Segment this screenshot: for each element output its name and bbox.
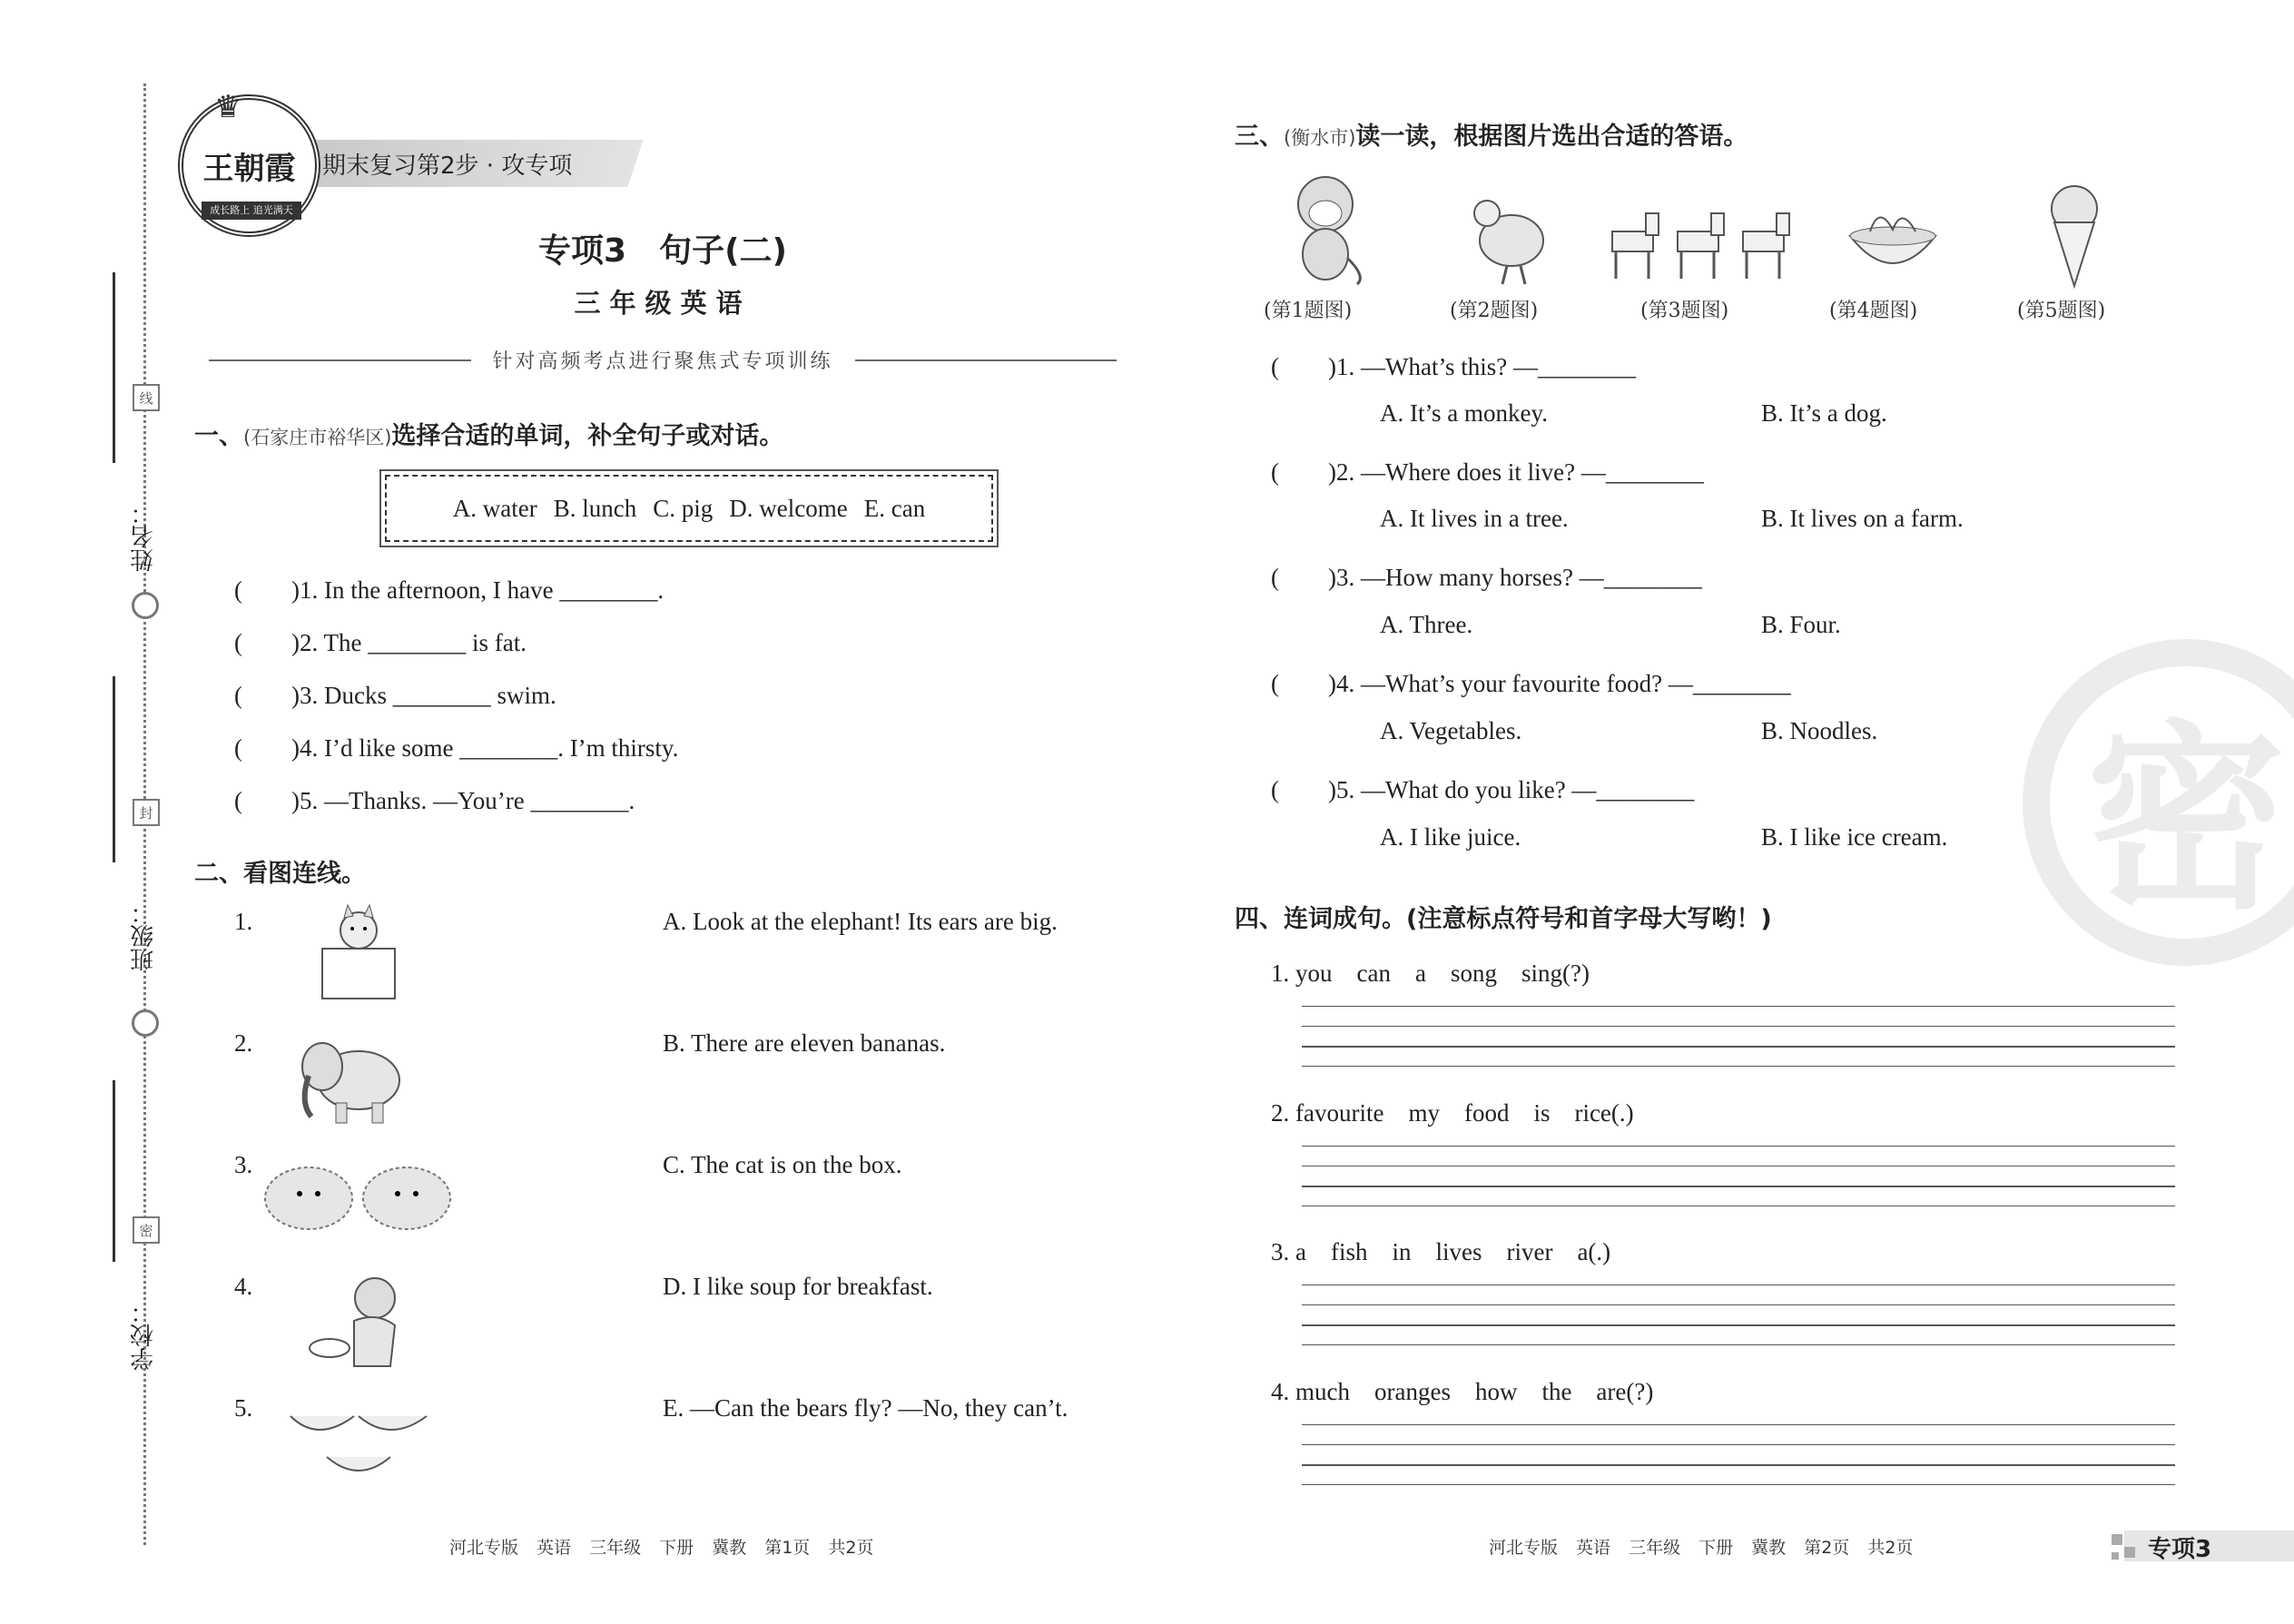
page-subtitle: 三年级英语	[574, 288, 752, 319]
answer-line[interactable]	[1302, 1344, 2175, 1345]
answer-line[interactable]	[1302, 1046, 2175, 1048]
footer-left: 河北专版 英语 三年级 下册 冀教 第1页 共2页	[449, 1538, 874, 1558]
school-label: 学校：	[130, 1300, 158, 1371]
word-option: C. pig	[653, 494, 714, 522]
s4-item: 4. much oranges how the are(?)	[1271, 1378, 1654, 1405]
school-field[interactable]	[113, 1080, 115, 1262]
noodles-picture	[1843, 195, 1943, 286]
s2-sentence: E. —Can the bears fly? —No, they can’t.	[663, 1394, 1068, 1422]
s2-number: 2.	[234, 1029, 253, 1057]
seal-char-secret: 密	[133, 1216, 160, 1244]
s3-option-a: A. It lives in a tree.	[1380, 505, 1569, 532]
s2-sentence: D. I like soup for breakfast.	[663, 1273, 933, 1300]
section1-number: 一、	[194, 422, 243, 450]
s2-number: 3.	[234, 1151, 253, 1178]
s1-question[interactable]: ( )1. In the afternoon, I have ________.	[234, 576, 665, 604]
answer-line[interactable]	[1302, 1304, 2175, 1305]
s3-option-a: A. Three.	[1380, 611, 1473, 638]
s2-number: 5.	[234, 1394, 253, 1422]
section3-number: 三、	[1235, 123, 1284, 151]
section1-instruction: 选择合适的单词，补全句子或对话。	[391, 422, 784, 450]
word-bank	[385, 475, 993, 542]
binding-hole-icon	[132, 1009, 159, 1037]
bananas-picture	[281, 1393, 436, 1489]
s3-question[interactable]: ( )4. —What’s your favourite food? —________	[1271, 670, 1791, 697]
picture-caption: (第2题图)	[1450, 300, 1539, 322]
logo-text: 王朝霞	[202, 151, 296, 187]
s3-option-b: B. I like ice cream.	[1761, 823, 1948, 851]
banner-text: 期末复习第2步 · 攻专项	[322, 153, 573, 180]
binding-hole-icon	[132, 592, 159, 619]
answer-line[interactable]	[1302, 1146, 2175, 1147]
s2-number: 4.	[234, 1273, 253, 1300]
s3-option-a: A. Vegetables.	[1380, 717, 1522, 744]
section4-heading: 四、连词成句。(注意标点符号和首字母大写哟！)	[1235, 905, 1772, 933]
s3-question[interactable]: ( )2. —Where does it live? —________	[1271, 458, 1704, 486]
girl-with-soup-picture	[304, 1271, 413, 1371]
s2-number: 1.	[234, 908, 253, 935]
tab-decoration	[2112, 1552, 2119, 1560]
s1-question[interactable]: ( )2. The ________ is fat.	[234, 629, 527, 656]
section3-region: (衡水市)	[1284, 127, 1356, 149]
s3-option-b: B. Noodles.	[1761, 717, 1878, 744]
hen-picture	[1462, 186, 1552, 286]
s3-option-b: B. It’s a dog.	[1761, 399, 1887, 427]
answer-line[interactable]	[1302, 1484, 2175, 1485]
monkey-picture	[1275, 168, 1375, 286]
picture-caption: (第1题图)	[1264, 300, 1353, 322]
s1-question[interactable]: ( )5. —Thanks. —You’re ________.	[234, 787, 635, 814]
picture-caption: (第3题图)	[1640, 300, 1729, 322]
answer-line[interactable]	[1302, 1324, 2175, 1326]
section3-heading	[1235, 116, 1748, 152]
two-bears-picture	[263, 1153, 454, 1235]
section1-region: (石家庄市裕华区)	[243, 427, 392, 448]
s2-sentence: A. Look at the elephant! Its ears are big.	[663, 908, 1058, 935]
watermark-seal: 密	[2023, 639, 2294, 966]
answer-line[interactable]	[1302, 1444, 2175, 1445]
word-option: A. water	[452, 494, 537, 522]
answer-line[interactable]	[1302, 1026, 2175, 1027]
s4-item: 2. favourite my food is rice(.)	[1271, 1099, 1634, 1127]
tab-decoration	[2112, 1534, 2122, 1545]
page-title: 专项3 句子(二)	[538, 232, 787, 270]
tab-decoration	[2124, 1547, 2135, 1558]
class-field[interactable]	[113, 676, 115, 862]
footer-right: 河北专版 英语 三年级 下册 冀教 第2页 共2页	[1489, 1538, 1914, 1558]
seal-char-seal: 封	[133, 799, 160, 826]
crown-icon: ♛	[214, 89, 242, 125]
s4-item: 3. a fish in lives river a(.)	[1271, 1238, 1611, 1265]
name-label: 姓名：	[130, 501, 158, 572]
answer-line[interactable]	[1302, 1066, 2175, 1067]
ice-cream-picture	[2038, 177, 2111, 290]
name-field[interactable]	[113, 272, 115, 463]
picture-caption: (第4题图)	[1829, 300, 1918, 322]
picture-caption: (第5题图)	[2017, 300, 2106, 322]
answer-line[interactable]	[1302, 1464, 2175, 1466]
section-tab: 专项3	[2148, 1536, 2212, 1563]
answer-line[interactable]	[1302, 1424, 2175, 1425]
s4-item: 1. you can a song sing(?)	[1271, 960, 1590, 987]
s2-sentence: C. The cat is on the box.	[663, 1151, 902, 1178]
s3-question[interactable]: ( )3. —How many horses? —________	[1271, 564, 1702, 591]
answer-line[interactable]	[1302, 1006, 2175, 1007]
word-option: B. lunch	[553, 494, 637, 522]
s3-option-b: B. It lives on a farm.	[1761, 505, 1964, 532]
section3-instruction: 读一读，根据图片选出合适的答语。	[1355, 123, 1748, 151]
elephant-picture	[295, 1030, 413, 1130]
horses-picture	[1605, 204, 1809, 286]
word-option: D. welcome	[729, 494, 848, 522]
s1-question[interactable]: ( )3. Ducks ________ swim.	[234, 682, 556, 709]
cat-on-box-picture	[313, 903, 404, 1003]
word-option: E. can	[863, 494, 926, 522]
s3-option-a: A. It’s a monkey.	[1380, 399, 1548, 427]
tagline-text: 针对高频考点进行聚焦式专项训练	[492, 350, 833, 373]
class-label: 班级：	[130, 901, 158, 971]
logo-ribbon: 成长路上 追光满天	[202, 202, 301, 220]
section2-heading: 二、看图连线。	[194, 860, 366, 888]
s3-question[interactable]: ( )1. —What’s this? —________	[1271, 353, 1636, 380]
answer-line[interactable]	[1302, 1186, 2175, 1187]
s1-question[interactable]: ( )4. I’d like some ________. I’m thirsty.	[234, 734, 679, 762]
section1-heading	[194, 416, 783, 451]
s3-option-b: B. Four.	[1761, 611, 1841, 638]
tagline	[209, 346, 1117, 374]
s2-sentence: B. There are eleven bananas.	[663, 1029, 946, 1057]
answer-line[interactable]	[1302, 1284, 2175, 1285]
s3-question[interactable]: ( )5. —What do you like? —________	[1271, 776, 1695, 803]
seal-char-line: 线	[133, 384, 160, 411]
s3-option-a: A. I like juice.	[1380, 823, 1521, 851]
